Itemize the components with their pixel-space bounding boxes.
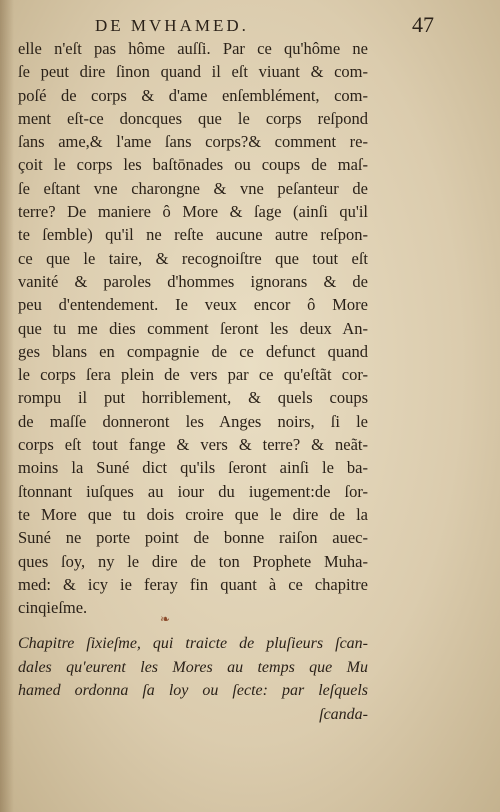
chapter-heading-line: Chapitre ſixieſme, qui traicte de pluſieurs ſcan- xyxy=(18,635,368,652)
chapter-heading-line: hamed ordonna ſa loy ou ſecte: par leſquels xyxy=(18,682,368,699)
chapter-heading-line: dales qu'eurent les Mores au temps que Mu xyxy=(18,658,368,676)
text-line: poſé de corps & d'ame enſemblément, com- xyxy=(18,85,368,105)
text-line: elle n'eſt pas hôme auſſi. Par ce qu'hôme ne xyxy=(18,39,368,58)
running-title: DE MVHAMED. xyxy=(95,16,249,35)
text-line: peu d'entendement. Ie veux encor ô More xyxy=(18,295,368,315)
text-line: çoit le corps les baſtōnades ou coups de maſ- xyxy=(18,155,368,175)
text-line: le corps ſera plein de vers par ce qu'eſtãt cor- xyxy=(18,365,368,385)
text-line: ges blans en compagnie de ce defunct quand xyxy=(18,341,368,361)
text-line: ques ſoy, ny le dire de ton Prophete Muha- xyxy=(18,551,368,571)
text-line: cinqieſme. xyxy=(18,598,88,618)
text-line: terre? De maniere ô More & ſage (ainſi qu'il xyxy=(18,202,368,222)
text-line: de maſſe donneront les Anges noirs, ſi le xyxy=(18,411,368,431)
text-line: ce que le taire, & recognoiſtre que tout eſt xyxy=(18,248,368,268)
text-line: ſe eſtant vne charongne & vne peſanteur de xyxy=(18,178,368,198)
text-line: med: & icy ie feray fin quant à ce chapitre xyxy=(18,574,368,594)
running-head xyxy=(0,12,500,40)
fleuron-ornament-icon: ❧ xyxy=(160,612,171,626)
text-line: ſans ame,& l'ame ſans corps?& comment re- xyxy=(18,132,368,152)
chapter-heading xyxy=(18,632,368,726)
text-line: ſtonnant iuſques au iour du iugement:de ſor- xyxy=(18,481,368,501)
text-line: moins la Suné dict qu'ils ſeront ainſi le ba- xyxy=(18,458,368,478)
text-line: ſe peut dire ſinon quand il eſt viuant & com- xyxy=(18,62,368,82)
text-line: te More que tu dois croire que le dire de la xyxy=(18,504,368,524)
text-line: que tu me dies comment ſeront les deux An- xyxy=(18,318,368,338)
body-text xyxy=(18,37,368,619)
text-line: ment eſt-ce doncques que le corps reſpond xyxy=(18,108,368,128)
text-line: corps eſt tout fange & vers & terre? & neãt- xyxy=(18,435,368,455)
text-line: te ſemble) qu'il ne reſte aucune autre reſpon- xyxy=(18,225,368,245)
text-line: rompu il put horriblement, & quels coups xyxy=(18,388,368,408)
gutter-shadow xyxy=(0,0,14,812)
page-number: 47 xyxy=(412,12,434,37)
catchword: ſcanda- xyxy=(319,705,368,723)
text-line: vanité & paroles d'hommes ignorans & de xyxy=(18,271,368,291)
text-line: Suné ne porte point de bonne raiſon auec- xyxy=(18,528,368,548)
